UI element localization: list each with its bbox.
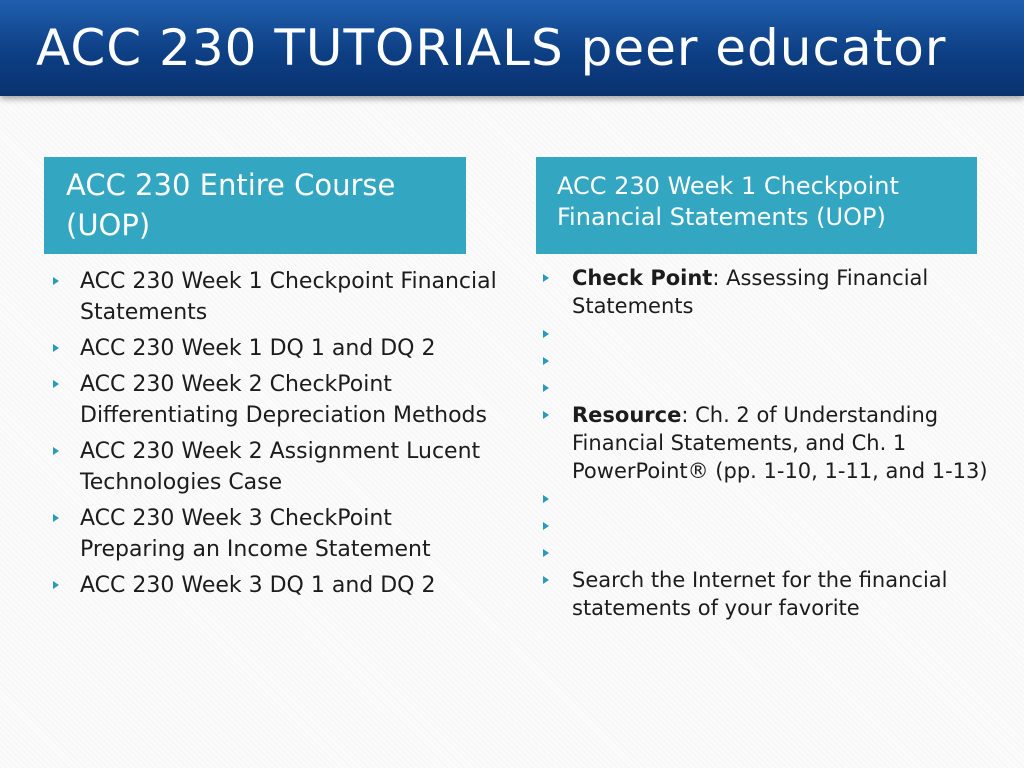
list-item-bold: Check Point [572, 266, 713, 290]
list-item [540, 320, 1010, 347]
list-item [50, 503, 500, 565]
bullet-arrow-icon [543, 522, 549, 530]
list-item [50, 333, 500, 364]
list-item [50, 570, 500, 601]
list-item [50, 266, 500, 328]
bullet-arrow-icon [53, 277, 59, 285]
list-item [540, 347, 1010, 374]
list-item-text: : Assessing Financial Statements [572, 266, 929, 318]
bullet-arrow-icon [543, 411, 549, 419]
list-item [50, 436, 500, 498]
list-item [540, 485, 1010, 512]
bullet-arrow-icon [53, 380, 59, 388]
bullet-arrow-icon [543, 330, 549, 338]
bullet-arrow-icon [543, 357, 549, 365]
list-item-text: ACC 230 Week 2 CheckPoint Differentiating Depreciation Methods [80, 372, 487, 428]
list-item [540, 539, 1010, 566]
bullet-arrow-icon [53, 447, 59, 455]
list-item-text: : Ch. 2 of Understanding Financial Statements, and Ch. 1 PowerPoint® (pp. 1-10, 1-11, and 1-13) [572, 403, 988, 483]
right-column-header: ACC 230 Week 1 Checkpoint Financial Statements (UOP) [536, 157, 977, 254]
left-column-header: ACC 230 Entire Course (UOP) [44, 157, 466, 254]
list-item-text: ACC 230 Week 3 DQ 1 and DQ 2 [80, 573, 436, 598]
list-item-text: ACC 230 Week 1 DQ 1 and DQ 2 [80, 336, 436, 361]
list-item-text: ACC 230 Week 2 Assignment Lucent Technologies Case [80, 439, 481, 495]
list-item [540, 566, 1010, 622]
list-item-text: ACC 230 Week 1 Checkpoint Financial Statements [80, 269, 497, 325]
bullet-arrow-icon [543, 549, 549, 557]
list-item [540, 264, 1010, 320]
list-item [50, 369, 500, 431]
list-item [540, 401, 1010, 485]
list-item [540, 374, 1010, 401]
right-bullet-list [540, 264, 1010, 622]
bullet-arrow-icon [543, 495, 549, 503]
list-item [540, 512, 1010, 539]
bullet-arrow-icon [53, 514, 59, 522]
list-item-bold: Resource [572, 403, 682, 427]
bullet-arrow-icon [53, 344, 59, 352]
bullet-arrow-icon [543, 384, 549, 392]
bullet-arrow-icon [53, 581, 59, 589]
list-item-text: Search the Internet for the financial statements of your favorite [572, 568, 948, 620]
title-bar [0, 0, 1024, 96]
left-bullet-list [50, 266, 500, 606]
slide-title: ACC 230 TUTORIALS peer educator [36, 19, 947, 77]
bullet-arrow-icon [543, 274, 549, 282]
bullet-arrow-icon [543, 576, 549, 584]
list-item-text: ACC 230 Week 3 CheckPoint Preparing an Income Statement [80, 506, 431, 562]
